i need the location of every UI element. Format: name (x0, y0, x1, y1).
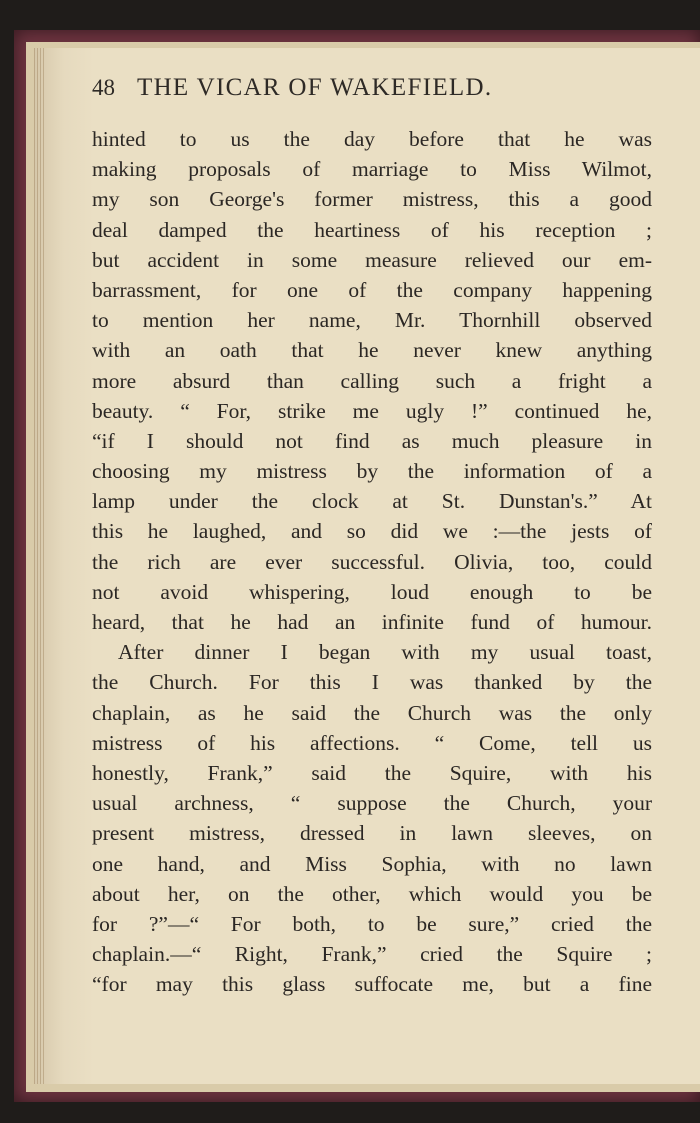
text-line: but accident in some measure relieved our em- (92, 247, 652, 272)
text-line: After dinner I began with my usual toast, (118, 640, 652, 665)
text-line: this he laughed, and so did we :—the jests of (92, 519, 652, 544)
text-line: the rich are ever successful. Olivia, too, could (92, 549, 652, 574)
text-line: for ?”—“ For both, to be sure,” cried the (92, 911, 652, 936)
text-line: hinted to us the day before that he was (92, 127, 652, 151)
text-line: making proposals of marriage to Miss Wilmot, (92, 157, 652, 182)
text-line: chaplain, as he said the Church was the only (92, 700, 652, 725)
text-line: more absurd than calling such a fright a (92, 368, 652, 393)
book-title: THE VICAR OF WAKEFIELD. (137, 74, 493, 101)
text-line: about her, on the other, which would you be (92, 881, 652, 906)
body-text (92, 124, 652, 999)
text-line: “if I should not find as much pleasure in (92, 428, 652, 453)
text-line: lamp under the clock at St. Dunstan's.” At (92, 489, 652, 514)
text-line: not avoid whispering, loud enough to be (92, 579, 652, 604)
text-line: deal damped the heartiness of his reception ; (92, 217, 652, 242)
text-line: beauty. “ For, strike me ugly !” continued he, (92, 398, 652, 423)
page-number: 48 (92, 75, 115, 100)
text-line: usual archness, “ suppose the Church, your (92, 791, 652, 816)
page-gutter (34, 48, 44, 1084)
text-line: “for may this glass suffocate me, but a fine (92, 972, 652, 997)
text-line: chaplain.—“ Right, Frank,” cried the Squire ; (92, 942, 652, 967)
text-line: to mention her name, Mr. Thornhill observed (92, 308, 652, 333)
text-line: honestly, Frank,” said the Squire, with his (92, 760, 652, 785)
text-line: with an oath that he never knew anything (92, 338, 652, 363)
running-head (92, 74, 652, 106)
text-line: present mistress, dressed in lawn sleeves, on (92, 821, 652, 846)
text-line: mistress of his affections. “ Come, tell us (92, 730, 652, 755)
text-line: one hand, and Miss Sophia, with no lawn (92, 851, 652, 876)
text-line: barrassment, for one of the company happening (92, 277, 652, 302)
text-line: heard, that he had an infinite fund of humour. (92, 610, 652, 634)
text-line: my son George's former mistress, this a good (92, 187, 652, 212)
text-line: choosing my mistress by the information of a (92, 459, 652, 484)
text-line: the Church. For this I was thanked by the (92, 670, 652, 695)
